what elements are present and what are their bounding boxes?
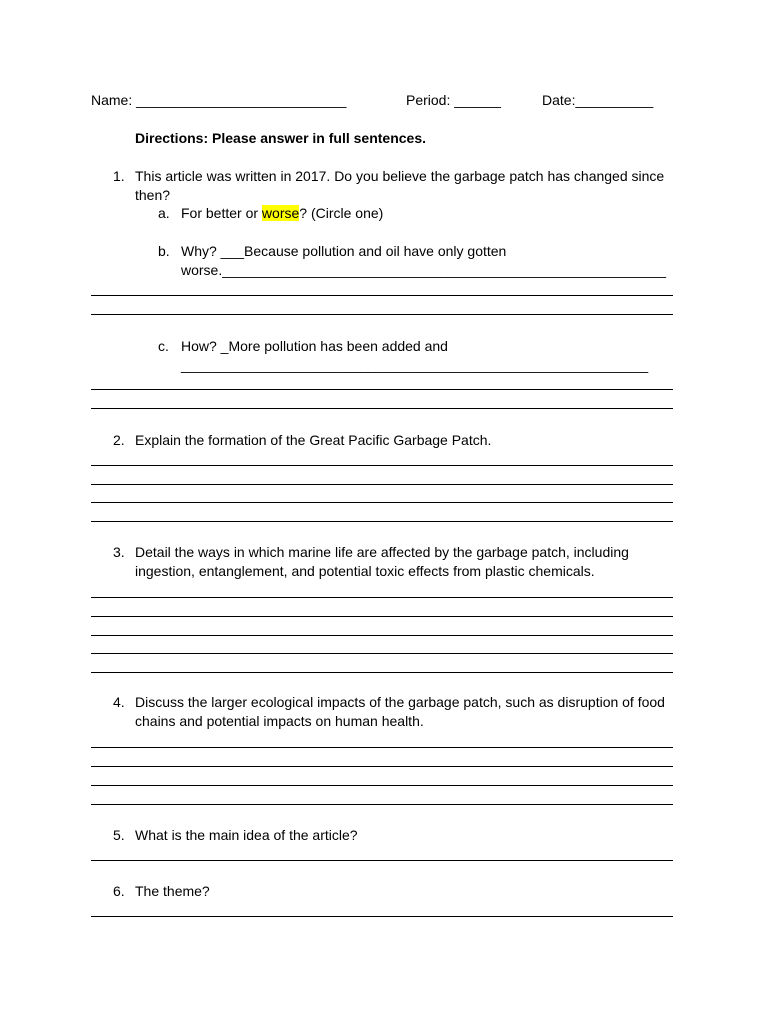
q3-text-line2: ingestion, entanglement, and potential toxic effects from plastic chemicals. [135,563,595,579]
q3-text-line1: Detail the ways in which marine life are affected by the garbage patch, including [135,544,629,560]
answer-line[interactable] [91,597,673,598]
q1a-pre: For better or [181,205,262,221]
answer-line[interactable] [91,804,673,805]
q2-text: Explain the formation of the Great Pacific Garbage Patch. [135,432,492,448]
answer-line[interactable] [91,521,673,522]
name-field[interactable]: Name: ___________________________ [91,92,347,108]
q1-text-line1: This article was written in 2017. Do you believe the garbage patch has changed since [135,168,665,184]
q1b-answer-line2[interactable]: worse._________________________________________________________ [181,262,667,278]
answer-line[interactable] [91,465,673,466]
answer-line[interactable] [91,502,673,503]
answer-line[interactable] [91,747,673,748]
q1b-answer-line1[interactable]: Why? ___Because pollution and oil have only gotten [181,243,507,259]
period-field[interactable]: Period: ______ [406,92,501,108]
q2-number: 2. [113,432,125,448]
answer-line[interactable] [91,389,673,390]
answer-line[interactable] [91,766,673,767]
q5-number: 5. [113,827,125,843]
q4-text-line1: Discuss the larger ecological impacts of the garbage patch, such as disruption of food [135,694,665,710]
answer-line[interactable] [91,785,673,786]
q1a-text [181,204,383,223]
q1c-answer-line2[interactable]: ____________________________________________________________ [181,357,649,373]
q1c-answer-line1[interactable]: How? _More pollution has been added and [181,338,448,354]
q1a-letter: a. [158,205,170,221]
q5-text: What is the main idea of the article? [135,827,358,843]
q4-text-line2: chains and potential impacts on human health. [135,713,424,729]
answer-line[interactable] [91,484,673,485]
q3-number: 3. [113,544,125,560]
answer-line[interactable] [91,653,673,654]
q1-number: 1. [113,168,125,184]
q1a-post: ? (Circle one) [299,205,384,221]
q1a-highlighted-word: worse [261,205,300,221]
q4-number: 4. [113,694,125,710]
answer-line[interactable] [91,860,673,861]
answer-line[interactable] [91,314,673,315]
answer-line[interactable] [91,408,673,409]
answer-line[interactable] [91,916,673,917]
directions: Directions: Please answer in full sentences. [135,130,426,146]
answer-line[interactable] [91,635,673,636]
answer-line[interactable] [91,672,673,673]
answer-line[interactable] [91,295,673,296]
q1-text-line2: then? [135,187,171,203]
q6-text: The theme? [135,883,210,899]
answer-line[interactable] [91,616,673,617]
date-field[interactable]: Date:__________ [542,92,654,108]
q1c-letter: c. [158,338,169,354]
q1b-letter: b. [158,243,170,259]
q6-number: 6. [113,883,125,899]
